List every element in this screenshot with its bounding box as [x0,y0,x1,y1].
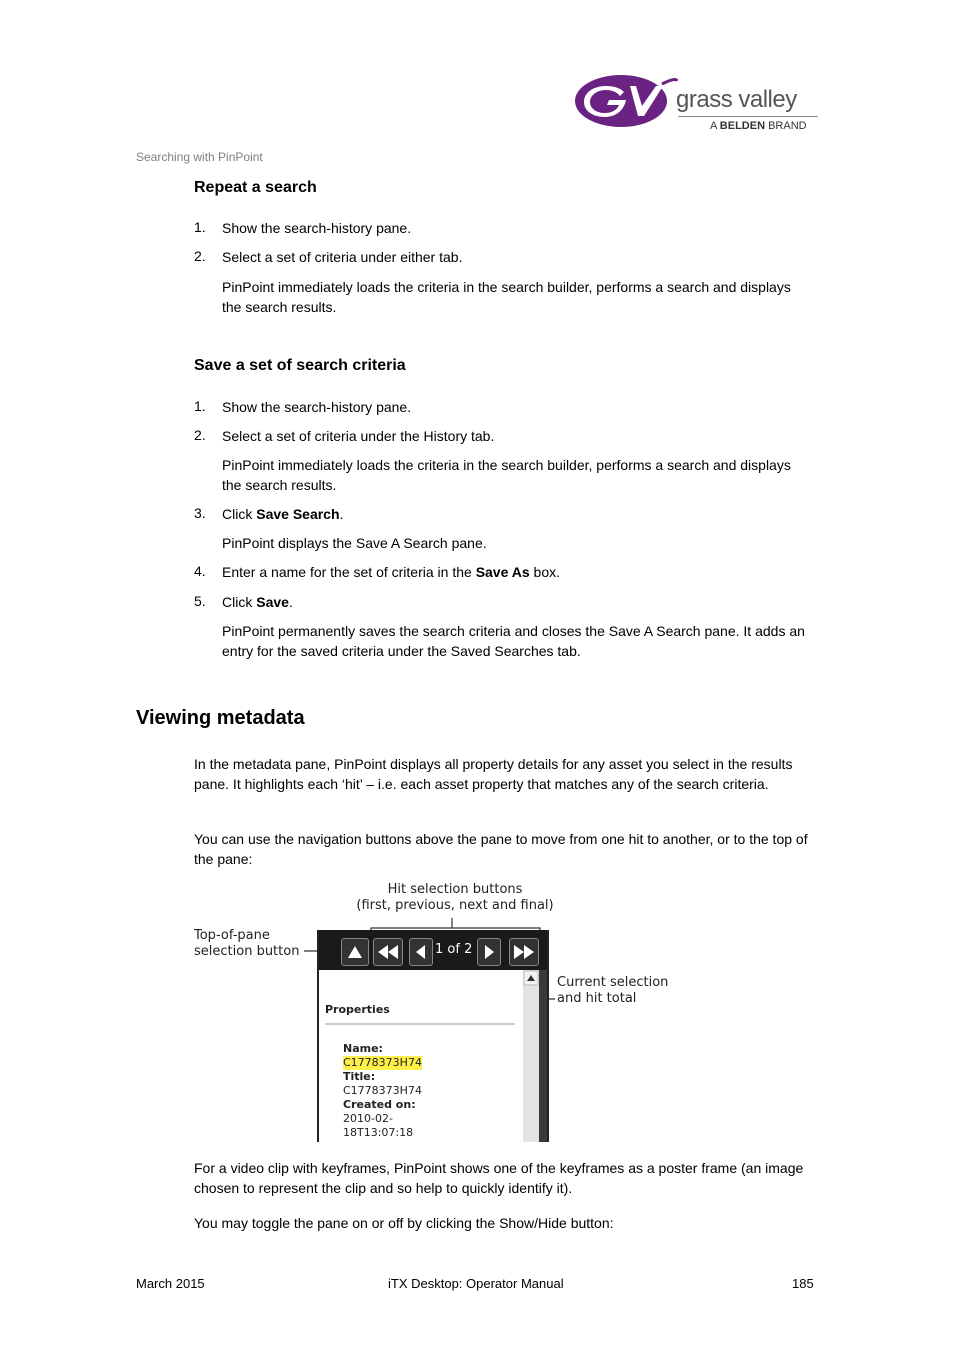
callout-top-line-1: Top-of-pane [194,928,270,943]
scroll-up-icon [523,970,539,986]
running-title: Searching with PinPoint [136,150,263,164]
save-criteria-heading: Save a set of search criteria [194,357,406,374]
save-step-3-post: . [339,506,344,522]
metadata-pane [317,930,549,1142]
metadata-para-3: For a video clip with keyframes, PinPoint shows one of the keyframes as a poster frame (an image chosen to represent the clip and so help to quickly identify it). [194,1160,804,1196]
callout-current-line-1: Current selection [557,975,669,990]
save-step-2-text: Select a set of criteria under the History tab. [222,428,495,444]
title-label: Title: [343,1070,376,1083]
save-step-5-pre: Click [222,594,257,610]
tagline-b: BRAND [768,120,807,132]
properties-divider [325,1023,515,1025]
top-of-pane-button[interactable] [341,938,369,966]
logo-wordmark: grass valley [676,86,797,113]
save-step-5-number: 5. [194,593,206,609]
viewing-metadata-heading: Viewing metadata [136,707,305,729]
save-step-4-post: box. [529,564,561,580]
top-arrow-icon [342,939,368,965]
logo-underline [678,116,818,117]
repeat-step-1-number: 1. [194,219,206,235]
created-label: Created on: [343,1098,416,1111]
save-step-2-number: 2. [194,427,206,443]
callout-current-selection [557,975,668,1007]
repeat-step-1-text: Show the search-history pane. [222,220,412,236]
footer-page-number: 185 [792,1276,814,1291]
name-value: C1778373H74 [343,1056,422,1069]
footer-date: March 2015 [136,1276,205,1291]
metadata-para-2: You can use the navigation buttons above the pane to move from one hit to another, or to the top of the pane: [194,831,808,867]
previous-hit-button[interactable] [409,938,433,966]
save-step-1-text: Show the search-history pane. [222,399,412,415]
repeat-step-2-number: 2. [194,248,206,264]
next-hit-icon [478,939,500,965]
created-value-line-1: 2010-02- [343,1112,393,1125]
pane-scrollbar[interactable] [523,970,539,1142]
tagline-a: A [710,120,717,132]
created-value-line-2: 18T13:07:18 [343,1126,414,1139]
callout-top-line-2: selection button [194,944,300,959]
repeat-step-2-text: Select a set of criteria under either tab. [222,249,463,265]
gv-emblem-icon [574,72,678,130]
hit-counter: 1 of 2 [435,942,473,957]
save-step-3-pre: Click [222,506,257,522]
tagline-brand: BELDEN [719,120,766,132]
callout-hit-line-2: (first, previous, next and final) [356,898,554,913]
pane-right-border [539,970,547,1142]
save-step-5-post: . [288,594,293,610]
metadata-para-1: In the metadata pane, PinPoint displays all property details for any asset you select in the results pane. It highlights each ‘hit’ – i.e. each asset property that matches any of the search criteria. [194,756,793,792]
logo-tagline [710,120,807,132]
save-step-1-number: 1. [194,398,206,414]
save-step-3-number: 3. [194,505,206,521]
repeat-search-heading: Repeat a search [194,179,317,196]
save-as-term: Save As [475,564,530,580]
title-value: C1778373H74 [343,1084,422,1097]
save-step-4-pre: Enter a name for the set of criteria in the [222,564,476,580]
name-label: Name: [343,1042,383,1055]
callout-top-of-pane [194,928,299,960]
final-hit-button[interactable] [509,938,539,966]
previous-hit-icon [410,939,432,965]
first-hit-button[interactable] [373,938,403,966]
metadata-para-4: You may toggle the pane on or off by clicking the Show/Hide button: [194,1215,614,1231]
final-hit-icon [510,939,538,965]
callout-current-line-2: and hit total [557,991,637,1006]
save-step-3-text [222,504,343,524]
callout-hit-line-1: Hit selection buttons [387,882,523,897]
footer-manual-title: iTX Desktop: Operator Manual [388,1276,564,1291]
repeat-result-text: PinPoint immediately loads the criteria in the search builder, performs a search and displays the search results. [222,279,791,315]
save-step-5-text [222,592,293,612]
save-step-4-number: 4. [194,563,206,579]
next-hit-button[interactable] [477,938,501,966]
save-term: Save [256,594,289,610]
save-step-4-text [222,562,560,582]
save-step-2-result: PinPoint immediately loads the criteria in the search builder, performs a search and displays the search results. [222,457,791,493]
save-step-3-result: PinPoint displays the Save A Search pane. [222,535,487,551]
save-step-5-result: PinPoint permanently saves the search criteria and closes the Save A Search pane. It adds an entry for the saved criteria under the Saved Searches tab. [222,623,805,659]
save-search-term: Save Search [256,506,340,522]
first-hit-icon [374,939,402,965]
properties-label: Properties [325,1003,390,1016]
callout-hit-selection [340,882,570,914]
grass-valley-logo [574,70,824,136]
